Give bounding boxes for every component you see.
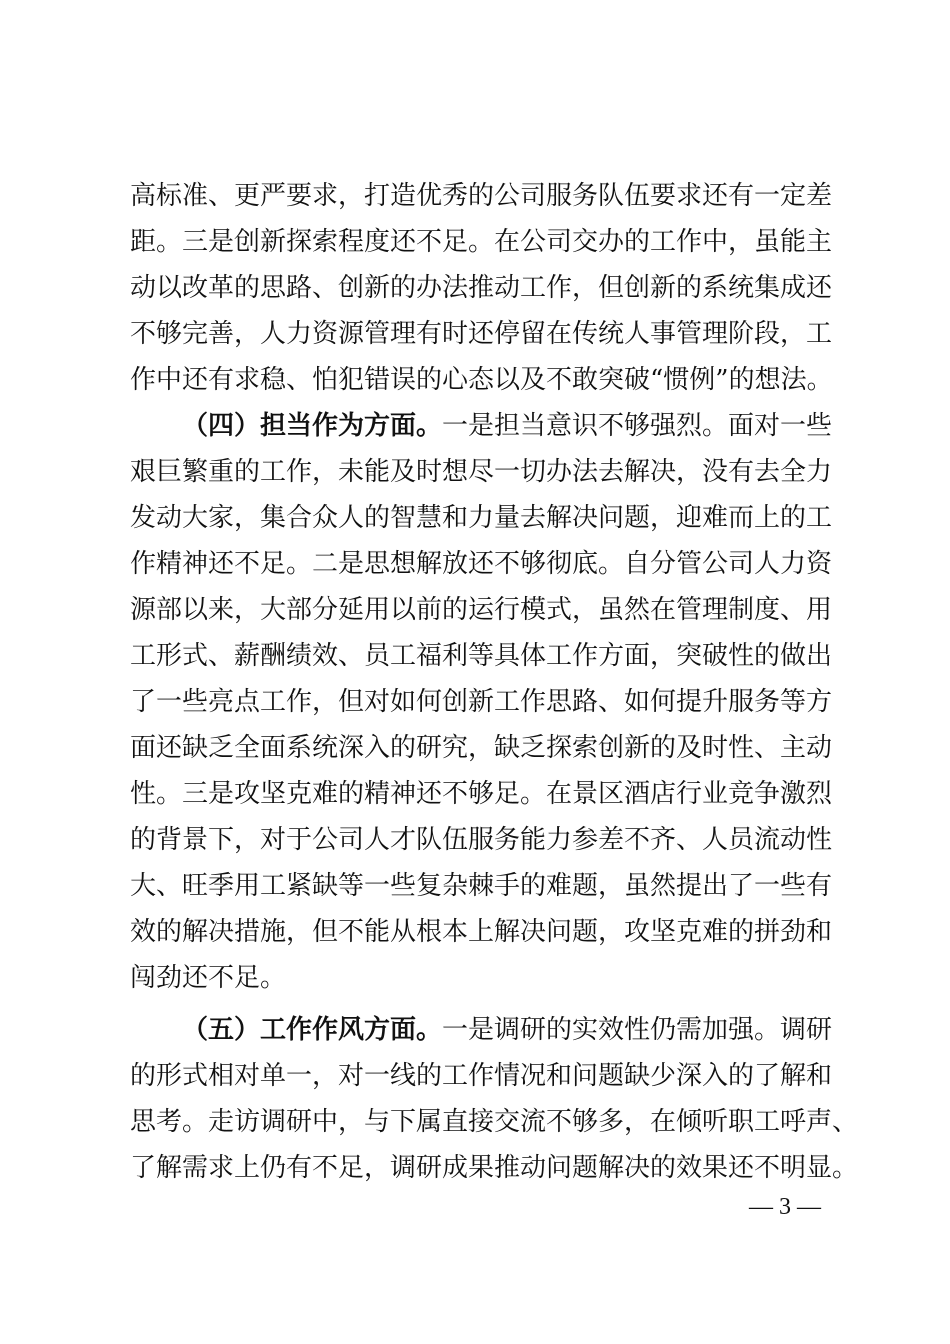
body-text-line: 工形式、薪酬绩效、员工福利等具体工作方面，突破性的做出 (130, 641, 833, 671)
section-heading: （五）工作作风方面。 (182, 1015, 443, 1045)
body-text-line: 了解需求上仍有不足，调研成果推动问题解决的效果还不明显。 (130, 1153, 859, 1183)
section-paragraph-start (182, 1010, 833, 1050)
body-text-line: 思考。走访调研中，与下属直接交流不够多，在倾听职工呼声、 (130, 1107, 859, 1137)
body-text-line: 艰巨繁重的工作，未能及时想尽一切办法去解决，没有去全力 (130, 457, 833, 487)
body-text-line: 的背景下，对于公司人才队伍服务能力参差不齐、人员流动性 (130, 825, 833, 855)
body-text-line: 面还缺乏全面系统深入的研究，缺乏探索创新的及时性、主动 (130, 733, 833, 763)
section-heading: （四）担当作为方面。 (182, 411, 443, 441)
body-text-line: 的形式相对单一，对一线的工作情况和问题缺少深入的了解和 (130, 1061, 833, 1091)
body-text-line: 效的解决措施，但不能从根本上解决问题，攻坚克难的拼劲和 (130, 917, 833, 947)
body-text-line: 高标准、更严要求，打造优秀的公司服务队伍要求还有一定差 (130, 181, 833, 211)
body-text-line: 作中还有求稳、怕犯错误的心态以及不敢突破“惯例”的想法。 (130, 365, 833, 395)
body-text-line: 闯劲还不足。 (130, 963, 287, 993)
body-text-line: 源部以来，大部分延用以前的运行模式，虽然在管理制度、用 (130, 595, 833, 625)
body-text-line: 大、旺季用工紧缺等一些复杂棘手的难题，虽然提出了一些有 (130, 871, 833, 901)
body-text-line: 发动大家，集合众人的智慧和力量去解决问题，迎难而上的工 (130, 503, 833, 533)
body-text-line: 了一些亮点工作，但对如何创新工作思路、如何提升服务等方 (130, 687, 833, 717)
body-text-line: 不够完善，人力资源管理有时还停留在传统人事管理阶段，工 (130, 319, 833, 349)
body-text-line: 作精神还不足。二是思想解放还不够彻底。自分管公司人力资 (130, 549, 833, 579)
body-text-line: 动以改革的思路、创新的办法推动工作，但创新的系统集成还 (130, 273, 833, 303)
page-number: — 3 — (749, 1194, 821, 1220)
section-lead-text: 一是调研的实效性仍需加强。调研 (442, 1015, 833, 1045)
body-text-line: 距。三是创新探索程度还不足。在公司交办的工作中，虽能主 (130, 227, 833, 257)
section-lead-text: 一是担当意识不够强烈。面对一些 (442, 411, 833, 441)
section-paragraph-start (182, 406, 833, 446)
body-text-line: 性。三是攻坚克难的精神还不够足。在景区酒店行业竞争激烈 (130, 779, 833, 809)
